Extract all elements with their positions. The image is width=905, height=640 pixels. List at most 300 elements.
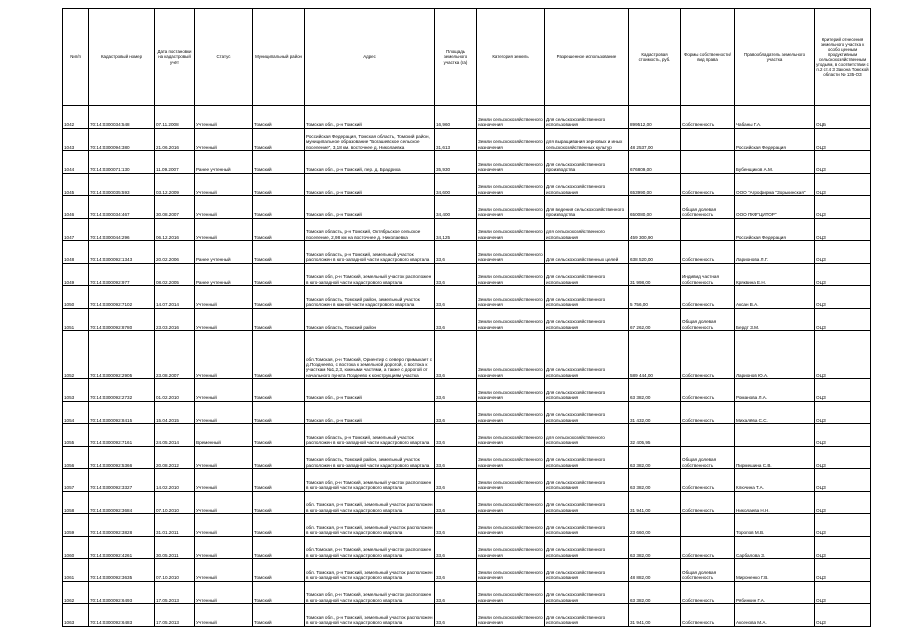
- cell-owner: ООО "Агрофирма "Зорькинская": [735, 173, 815, 196]
- cell-number: 1049: [63, 263, 89, 286]
- table-row: [63, 308, 871, 331]
- header-number: №п/п: [63, 9, 89, 106]
- cell-registration-date: 21.06.2016: [155, 128, 195, 151]
- table-row: [63, 196, 871, 219]
- cell-permitted-use: Для сельскохозяйственного использования: [545, 173, 629, 196]
- cell-cadastral-number: 70:14:0300092:3828: [89, 514, 155, 537]
- cell-number: 1059: [63, 514, 89, 537]
- cell-owner: Аксан В.А.: [735, 286, 815, 309]
- cell-cadastral-value: 63 382,00: [629, 469, 681, 492]
- header-owner: Правообладатель земельного участка: [735, 9, 815, 106]
- cell-criterion: ОЦЗ: [815, 491, 871, 514]
- cell-cadastral-value: 459 300,90: [629, 218, 681, 241]
- cell-district: Томский: [253, 559, 305, 582]
- cell-ownership-form: Собственность: [681, 469, 735, 492]
- table-row: [63, 151, 871, 174]
- cell-cadastral-number: 70:14:0300092:8780: [89, 308, 155, 331]
- cell-area: 33,6: [435, 536, 477, 559]
- cell-criterion: ОЦЗ: [815, 514, 871, 537]
- cell-cadastral-value: 63 382,00: [629, 581, 681, 604]
- cell-cadastral-number: 70:14:0300094:380: [89, 128, 155, 151]
- cell-cadastral-value: 32 405,95: [629, 424, 681, 447]
- cell-ownership-form: [681, 151, 735, 174]
- cell-registration-date: 20.08.2012: [155, 446, 195, 469]
- header-registration-date: Дата постановки на кадастровый учёт: [155, 9, 195, 106]
- cell-cadastral-number: 70:14:0300092:6493: [89, 581, 155, 604]
- cell-owner: Рябинкин Г.А.: [735, 581, 815, 604]
- cell-permitted-use: Для сельскохозяйственного использования: [545, 286, 629, 309]
- cell-ownership-form: Собственность: [681, 379, 735, 402]
- cell-number: 1044: [63, 151, 89, 174]
- cell-address: Томская обл., р-н Томский: [305, 379, 435, 402]
- cell-ownership-form: Общая долевая собственность: [681, 196, 735, 219]
- cell-number: 1047: [63, 218, 89, 241]
- cell-permitted-use: Для ведения сельскохозяйственного производства: [545, 196, 629, 219]
- cell-number: 1055: [63, 424, 89, 447]
- land-registry-table: [62, 8, 871, 627]
- cell-cadastral-value: 638 520,00: [629, 241, 681, 264]
- cell-number: 1052: [63, 331, 89, 379]
- table-row: [63, 331, 871, 379]
- cell-owner: Сарбалова З.: [735, 536, 815, 559]
- cell-land-category: Земли сельскохозяйственного назначения: [477, 401, 545, 424]
- cell-owner: Пирмешина С.В.: [735, 446, 815, 469]
- table-body: [63, 106, 871, 627]
- cell-area: 35,930: [435, 151, 477, 174]
- cell-criterion: ОЦЗ: [815, 424, 871, 447]
- cell-status: Учтенный: [195, 559, 253, 582]
- cell-cadastral-number: 70:14:0300092:8415: [89, 401, 155, 424]
- cell-permitted-use: Для сельскохозяйственного использования: [545, 379, 629, 402]
- cell-district: Томский: [253, 241, 305, 264]
- cell-permitted-use: Для сельскохозяйственного использования: [545, 331, 629, 379]
- cell-district: Томский: [253, 151, 305, 174]
- cell-registration-date: 03.12.2009: [155, 173, 195, 196]
- cell-cadastral-number: 70:14:0300034:548: [89, 106, 155, 129]
- cell-land-category: Земли сельскохозяйственного назначения: [477, 514, 545, 537]
- cell-area: 33,6: [435, 559, 477, 582]
- cell-area: 33,6: [435, 308, 477, 331]
- cell-number: 1043: [63, 128, 89, 151]
- cell-ownership-form: Общая долевая собственность: [681, 559, 735, 582]
- cell-permitted-use: Для сельскохозяйственного использования: [545, 446, 629, 469]
- cell-address: обл. Томская, р-н Томский, земельный участок расположен в юго-западной части кадастрового квартала: [305, 514, 435, 537]
- cell-district: Томский: [253, 581, 305, 604]
- cell-cadastral-number: 70:14:0300092:3635: [89, 559, 155, 582]
- cell-number: 1057: [63, 469, 89, 492]
- cell-district: Томский: [253, 173, 305, 196]
- cell-address: Томская область, р-н Томский, земельный участок расположен в юго-западной части кадастрового квартала: [305, 241, 435, 264]
- cell-land-category: Земли сельскохозяйственного назначения: [477, 536, 545, 559]
- cell-cadastral-number: 70:14:0300092:3327: [89, 469, 155, 492]
- cell-criterion: ОЦЗ: [815, 241, 871, 264]
- cell-owner: Романова Л.А.: [735, 379, 815, 402]
- cell-ownership-form: Собственность: [681, 581, 735, 604]
- cell-criterion: ОЦЗ: [815, 173, 871, 196]
- cell-registration-date: 30.08.2007: [155, 196, 195, 219]
- cell-ownership-form: Собственность: [681, 491, 735, 514]
- cell-status: Учтенный: [195, 446, 253, 469]
- cell-status: Учтенный: [195, 514, 253, 537]
- cell-owner: Аксенова М.А.: [735, 604, 815, 627]
- cell-cadastral-value: 899512,00: [629, 106, 681, 129]
- table-row: [63, 514, 871, 537]
- cell-cadastral-value: 63 382,00: [629, 379, 681, 402]
- cell-land-category: Земли сельскохозяйственного назначения: [477, 308, 545, 331]
- cell-land-category: Земли сельскохозяйственного назначения: [477, 151, 545, 174]
- cell-number: 1045: [63, 173, 89, 196]
- cell-area: 33,6: [435, 331, 477, 379]
- cell-owner: Российская Федерация: [735, 218, 815, 241]
- cell-address: Томская обл., р-н Томский, пер. д. Брадриха: [305, 151, 435, 174]
- cell-owner: Кряквина Е.Н.: [735, 263, 815, 286]
- cell-district: Томский: [253, 604, 305, 627]
- cell-area: 33,6: [435, 401, 477, 424]
- cell-permitted-use: для сельскохозяйственного использования: [545, 218, 629, 241]
- header-district: Муниципальный район: [253, 9, 305, 106]
- table-row: [63, 263, 871, 286]
- cell-ownership-form: Собственность: [681, 241, 735, 264]
- cell-land-category: Земли сельскохозяйственного назначения: [477, 424, 545, 447]
- table-row: [63, 491, 871, 514]
- cell-address: Томская область, Томский район, земельный участок расположен в южной части кадастрового квартала: [305, 286, 435, 309]
- cell-number: 1050: [63, 286, 89, 309]
- cell-area: 33,6: [435, 263, 477, 286]
- cell-registration-date: 11.09.2007: [155, 151, 195, 174]
- cell-status: Учтенный: [195, 331, 253, 379]
- cell-district: Томский: [253, 263, 305, 286]
- cell-criterion: ОЦЗ: [815, 559, 871, 582]
- cell-registration-date: 01.02.2010: [155, 379, 195, 402]
- cell-ownership-form: [681, 424, 735, 447]
- cell-registration-date: 07.10.2010: [155, 559, 195, 582]
- cell-district: Томский: [253, 401, 305, 424]
- cell-district: Томский: [253, 196, 305, 219]
- cell-district: Томский: [253, 218, 305, 241]
- cell-status: Учтенный: [195, 379, 253, 402]
- cell-criterion: ОЦЗ: [815, 263, 871, 286]
- cell-address: Томская обл., р-н Томский: [305, 173, 435, 196]
- cell-status: Учтенный: [195, 469, 253, 492]
- cell-status: Временный: [195, 424, 253, 447]
- cell-ownership-form: Собственность: [681, 106, 735, 129]
- cell-land-category: Земли сельскохозяйственного назначения: [477, 263, 545, 286]
- cell-cadastral-number: 70:14:0300035:593: [89, 173, 155, 196]
- cell-owner: Мироненко Г.В.: [735, 559, 815, 582]
- cell-area: 33,6: [435, 241, 477, 264]
- header-land-category: Категория земель: [477, 9, 545, 106]
- header-ownership-form: Формы собственности/вид права: [681, 9, 735, 106]
- cell-criterion: ОЦЗ: [815, 379, 871, 402]
- table-row: [63, 446, 871, 469]
- cell-number: 1051: [63, 308, 89, 331]
- cell-status: Учтенный: [195, 106, 253, 129]
- cell-cadastral-value: 31 998,00: [629, 263, 681, 286]
- cell-owner: Бердт З.М.: [735, 308, 815, 331]
- table-row: [63, 469, 871, 492]
- cell-cadastral-number: 70:14:0300034:467: [89, 196, 155, 219]
- cell-registration-date: 06.12.2016: [155, 218, 195, 241]
- table-row: [63, 559, 871, 582]
- cell-address: обл. Томская, р-н Томский, земельный участок расположен в юго-западной части кадастрового квартала: [305, 491, 435, 514]
- cell-land-category: Земли сельскохозяйственного назначения: [477, 469, 545, 492]
- cell-address: Томская область, Томский район: [305, 308, 435, 331]
- cell-criterion: ОЦЗ: [815, 446, 871, 469]
- cell-cadastral-number: 70:14:0300092:1343: [89, 241, 155, 264]
- cell-criterion: ОЦЗ: [815, 581, 871, 604]
- cell-district: Томский: [253, 286, 305, 309]
- cell-cadastral-number: 70:14:0300092:7161: [89, 424, 155, 447]
- cell-permitted-use: Для сельскохозяйственного использования: [545, 469, 629, 492]
- cell-criterion: ОЦЗ: [815, 536, 871, 559]
- cell-permitted-use: Для сельскохозяйственного использования: [545, 559, 629, 582]
- cell-land-category: Земли сельскохозяйственного назначения: [477, 196, 545, 219]
- cell-number: 1042: [63, 106, 89, 129]
- cell-registration-date: 07.11.2008: [155, 106, 195, 129]
- cell-cadastral-value: 31 941,00: [629, 491, 681, 514]
- header-permitted-use: Разрешенное использование: [545, 9, 629, 106]
- cell-criterion: ОЦЗ: [815, 218, 871, 241]
- cell-number: 1053: [63, 379, 89, 402]
- cell-cadastral-number: 70:14:0300092:7102: [89, 286, 155, 309]
- cell-cadastral-value: 650080,00: [629, 196, 681, 219]
- cell-number: 1054: [63, 401, 89, 424]
- cell-cadastral-value: 63 382,00: [629, 536, 681, 559]
- cell-ownership-form: Собственность: [681, 604, 735, 627]
- table-row: [63, 536, 871, 559]
- cell-owner: Михалёва С.С.: [735, 401, 815, 424]
- cell-owner: Торопов М.В.: [735, 514, 815, 537]
- cell-district: Томский: [253, 514, 305, 537]
- cell-land-category: Земли сельскохозяйственного назначения: [477, 173, 545, 196]
- cell-status: Учтенный: [195, 401, 253, 424]
- cell-cadastral-value: 67 262,00: [629, 308, 681, 331]
- cell-status: Ранее учтенный: [195, 241, 253, 264]
- cell-ownership-form: Собственность: [681, 286, 735, 309]
- cell-registration-date: 23.03.2016: [155, 308, 195, 331]
- cell-area: 33,6: [435, 491, 477, 514]
- cell-permitted-use: Для сельскохозяйственного использования: [545, 581, 629, 604]
- cell-district: Томский: [253, 446, 305, 469]
- cell-permitted-use: Для сельскохозяйственного использования: [545, 604, 629, 627]
- cell-district: Томский: [253, 491, 305, 514]
- table-row: [63, 401, 871, 424]
- cell-criterion: ОЦЗ: [815, 401, 871, 424]
- table-header-row: [63, 9, 871, 106]
- table-row: [63, 286, 871, 309]
- cell-area: 16,960: [435, 106, 477, 129]
- cell-owner: Российская Федерация: [735, 128, 815, 151]
- cell-area: 33,6: [435, 514, 477, 537]
- table-row: [63, 379, 871, 402]
- cell-cadastral-value: 676809,00: [629, 151, 681, 174]
- cell-number: 1063: [63, 604, 89, 627]
- cell-status: Учтенный: [195, 581, 253, 604]
- cell-permitted-use: Для сельскохозяйственного использования: [545, 514, 629, 537]
- cell-permitted-use: для выращивания зерновых и иных сельскохозяйственных культур: [545, 128, 629, 151]
- cell-criterion: ОЦЗ: [815, 196, 871, 219]
- cell-ownership-form: Индивид частная собственность: [681, 263, 735, 286]
- cell-area: 33,6: [435, 469, 477, 492]
- cell-ownership-form: [681, 514, 735, 537]
- cell-permitted-use: Для сельскохозяйственного использования: [545, 491, 629, 514]
- cell-criterion: ОЦЗ: [815, 151, 871, 174]
- cell-criterion: ОЦЗ: [815, 308, 871, 331]
- cell-status: Учтенный: [195, 604, 253, 627]
- header-area: Площадь земельного участка (га): [435, 9, 477, 106]
- cell-land-category: Земли сельскохозяйственного назначения: [477, 128, 545, 151]
- cell-address: Томская обл, р-н Томский, земельный участок расположен в юго-западной части кадастрового квартала: [305, 469, 435, 492]
- cell-status: Учтенный: [195, 196, 253, 219]
- cell-status: Учтенный: [195, 308, 253, 331]
- table-row: [63, 241, 871, 264]
- cell-district: Томский: [253, 106, 305, 129]
- cell-cadastral-number: 70:14:0300092:977: [89, 263, 155, 286]
- cell-registration-date: 30.05.2011: [155, 536, 195, 559]
- cell-cadastral-number: 70:14:0300092:6483: [89, 604, 155, 627]
- cell-cadastral-number: 70:14:0300092:3684: [89, 491, 155, 514]
- cell-registration-date: 17.05.2013: [155, 581, 195, 604]
- cell-cadastral-value: 5 756,00: [629, 286, 681, 309]
- cell-address: Томская обл., р-н Томский, земельный участок расположен в юго-западной части кадастрового квартала: [305, 604, 435, 627]
- cell-area: 31,613: [435, 128, 477, 151]
- cell-registration-date: 31.01.2011: [155, 514, 195, 537]
- cell-address: обл. Томская, р-н Томский, земельный участок расположен в юго-западной части кадастрового квартала: [305, 559, 435, 582]
- cell-district: Томский: [253, 424, 305, 447]
- cell-area: 33,6: [435, 424, 477, 447]
- cell-registration-date: 14.02.2010: [155, 469, 195, 492]
- cell-cadastral-value: 23 660,00: [629, 514, 681, 537]
- cell-district: Томский: [253, 469, 305, 492]
- cell-cadastral-value: 31 432,00: [629, 401, 681, 424]
- cell-owner: Ларионов Ю.А.: [735, 331, 815, 379]
- cell-number: 1061: [63, 559, 89, 582]
- table-row: [63, 218, 871, 241]
- cell-permitted-use: Для сельскохозяйственных целей: [545, 241, 629, 264]
- cell-registration-date: 15.04.2015: [155, 401, 195, 424]
- cell-address: Российская Федерация, Томская область, Томский район, муниципальное образование "Богашевское сельское поселение", 3,18 км. восточнее д. Николаевка: [305, 128, 435, 151]
- cell-address: Томская область, р-н Томский, Октябрьское сельское поселение, 2,98 км на восточнее д. Николаевка: [305, 218, 435, 241]
- cell-registration-date: 20.02.2006: [155, 241, 195, 264]
- cell-owner: [735, 424, 815, 447]
- cell-status: Учтенный: [195, 286, 253, 309]
- cell-cadastral-value: 653990,00: [629, 173, 681, 196]
- cell-land-category: Земли сельскохозяйственного назначения: [477, 331, 545, 379]
- cell-district: Томский: [253, 379, 305, 402]
- cell-criterion: ОЦЗ: [815, 128, 871, 151]
- cell-address: обл.Томская, р-н Томский, земельный участок расположен в юго-западной части кадастрового квартала: [305, 536, 435, 559]
- cell-land-category: Земли сельскохозяйственного назначения: [477, 446, 545, 469]
- cell-land-category: Земли сельскохозяйственного назначения: [477, 559, 545, 582]
- cell-registration-date: 14.07.2014: [155, 286, 195, 309]
- table-row: [63, 424, 871, 447]
- cell-permitted-use: Для сельскохозяйственного использования: [545, 536, 629, 559]
- table-row: [63, 173, 871, 196]
- cell-address: Томская обл, р-н Томский, земельный участок расположен в юго-западной части кадастрового квартала: [305, 263, 435, 286]
- header-cadastral-number: Кадастровый номер: [89, 9, 155, 106]
- cell-number: 1058: [63, 491, 89, 514]
- cell-ownership-form: Собственность: [681, 401, 735, 424]
- cell-status: Учтенный: [195, 536, 253, 559]
- cell-owner: Николаева Н.Н.: [735, 491, 815, 514]
- header-cadastral-value: Кадастровая стоимость, руб.: [629, 9, 681, 106]
- cell-permitted-use: Для сельскохозяйственного использования: [545, 308, 629, 331]
- header-address: Адрес: [305, 9, 435, 106]
- cell-permitted-use: Для сельскохозяйственного производства: [545, 151, 629, 174]
- cell-land-category: Земли сельскохозяйственного назначения: [477, 218, 545, 241]
- cell-registration-date: 24.05.2014: [155, 424, 195, 447]
- cell-land-category: Земли сельскохозяйственного назначения: [477, 286, 545, 309]
- cell-address: Томская обл., р-н Томский: [305, 196, 435, 219]
- cell-cadastral-number: 70:14:0300044:296: [89, 218, 155, 241]
- cell-area: 34,400: [435, 196, 477, 219]
- cell-permitted-use: Для сельскохозяйственного использования: [545, 401, 629, 424]
- table-row: [63, 128, 871, 151]
- cell-permitted-use: Для сельскохозяйственного использования: [545, 263, 629, 286]
- cell-status: Учтенный: [195, 218, 253, 241]
- cell-ownership-form: Общая долевая собственность: [681, 308, 735, 331]
- cell-registration-date: 07.10.2010: [155, 491, 195, 514]
- cell-criterion: ОЦЗ: [815, 286, 871, 309]
- cell-registration-date: 08.02.2005: [155, 263, 195, 286]
- cell-cadastral-number: 70:14:0300092:4261: [89, 536, 155, 559]
- table-row: [63, 581, 871, 604]
- header-criterion: Критерий отнесения земельного участка к особо ценным продуктивным сельскохозяйственным угодьям, в соответствии с п.2 ст.4 З Закона Томской области № 135-ОЗ: [815, 9, 871, 106]
- cell-land-category: Земли сельскохозяйственного назначения: [477, 241, 545, 264]
- cell-land-category: Земли сельскохозяйственного назначения: [477, 379, 545, 402]
- cell-registration-date: 23.08.2007: [155, 331, 195, 379]
- cell-ownership-form: Собственность: [681, 331, 735, 379]
- cell-cadastral-number: 70:14:0300092:2905: [89, 331, 155, 379]
- cell-ownership-form: [681, 218, 735, 241]
- cell-land-category: Земли сельскохозяйственного назначения: [477, 604, 545, 627]
- cell-number: 1048: [63, 241, 89, 264]
- cell-district: Томский: [253, 308, 305, 331]
- cell-number: 1046: [63, 196, 89, 219]
- cell-status: Учтенный: [195, 491, 253, 514]
- cell-address: Томская область, р-н Томский, земельный участок расположен в юго-западной части кадастрового квартала: [305, 424, 435, 447]
- cell-status: Учтенный: [195, 173, 253, 196]
- cell-area: 33,6: [435, 581, 477, 604]
- cell-district: Томский: [253, 128, 305, 151]
- cell-owner: Ларионова Л.Г.: [735, 241, 815, 264]
- cell-criterion: ОЦЗ: [815, 604, 871, 627]
- cell-address: обл.Томская, р-н Томский, Ориентир с северо примыкает с д.Позднеево, с востока к земельной дорогой, с востока к участкам №1,2,3, южными частями, а также с дорогой от начального пункта Поздеево к конструкциям участка: [305, 331, 435, 379]
- cell-area: 33,6: [435, 379, 477, 402]
- cell-owner: Чабаны Г.А.: [735, 106, 815, 129]
- cell-permitted-use: для сельскохозяйственного использования: [545, 424, 629, 447]
- cell-owner: Ключина Т.А.: [735, 469, 815, 492]
- cell-cadastral-value: 31 941,00: [629, 604, 681, 627]
- cell-ownership-form: Общая долевая собственность: [681, 446, 735, 469]
- cell-status: Ранее учтенный: [195, 263, 253, 286]
- cell-area: 33,6: [435, 446, 477, 469]
- header-status: Статус: [195, 9, 253, 106]
- cell-criterion: ОЦЗ: [815, 469, 871, 492]
- cell-address: Томская обл, р-н Томский, земельный участок расположен в юго-западной части кадастрового квартала: [305, 581, 435, 604]
- cell-permitted-use: Для сельскохозяйственного использования: [545, 106, 629, 129]
- cell-district: Томский: [253, 536, 305, 559]
- cell-land-category: Земли сельскохозяйственного назначения: [477, 106, 545, 129]
- cell-number: 1062: [63, 581, 89, 604]
- cell-criterion: ОЦБ: [815, 106, 871, 129]
- cell-owner: ООО ПКФ"ЦИТОР": [735, 196, 815, 219]
- cell-cadastral-value: 589 444,00: [629, 331, 681, 379]
- cell-area: 33,6: [435, 286, 477, 309]
- cell-cadastral-value: 48 2537,00: [629, 128, 681, 151]
- cell-owner: Бубенщиков А.М.: [735, 151, 815, 174]
- cell-ownership-form: Собственность: [681, 173, 735, 196]
